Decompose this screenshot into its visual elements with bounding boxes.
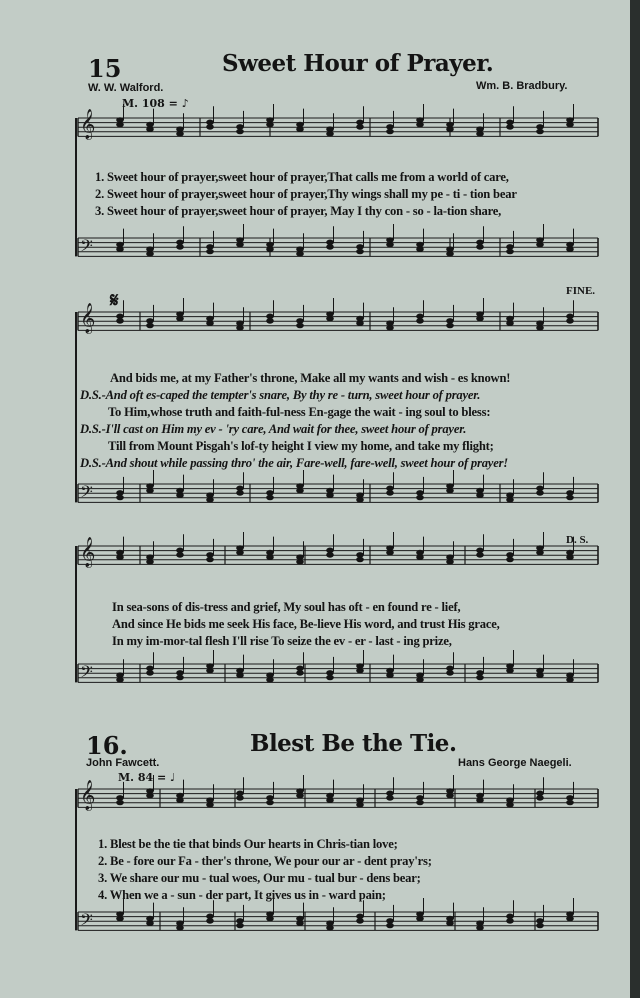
treble-note bbox=[236, 795, 244, 801]
hymn-16-lyricist: John Fawcett. bbox=[86, 757, 160, 769]
bass-note bbox=[356, 918, 364, 924]
treble-note bbox=[296, 559, 304, 565]
hymn-16-composer: Hans George Naegeli. bbox=[458, 757, 572, 769]
bass-note bbox=[386, 923, 394, 929]
bass-note bbox=[506, 249, 514, 255]
treble-note bbox=[476, 552, 484, 558]
hymn-16-number: 16. bbox=[86, 731, 128, 760]
treble-note bbox=[326, 797, 334, 803]
tempo-note-icon: ♪ bbox=[181, 97, 189, 110]
treble-clef-icon: 𝄞 bbox=[80, 109, 96, 140]
treble-note bbox=[386, 795, 394, 801]
treble-note bbox=[176, 797, 184, 803]
bass-note bbox=[566, 677, 574, 683]
treble-note bbox=[446, 126, 454, 132]
bass-note bbox=[266, 495, 274, 501]
treble-note bbox=[506, 320, 514, 326]
treble-note bbox=[416, 554, 424, 560]
hymn-16-line-4: 4. When we a - sun - der part, It gives us in - ward pain; bbox=[98, 888, 386, 902]
treble-note bbox=[296, 323, 304, 329]
bass-note bbox=[236, 242, 244, 248]
bass-note bbox=[386, 672, 394, 678]
hymn-15-s2-line-6: D.S.-And shout while passing thro' the air, Fare-well, fare-well, sweet hour of prayer! bbox=[80, 456, 508, 470]
treble-clef-icon: 𝄞 bbox=[80, 537, 96, 568]
treble-note bbox=[266, 122, 274, 128]
treble-note bbox=[386, 325, 394, 331]
fine-label: FINE. bbox=[566, 285, 596, 297]
treble-note bbox=[116, 122, 124, 128]
bass-note bbox=[356, 249, 364, 255]
bass-note bbox=[176, 492, 184, 498]
bass-note bbox=[536, 242, 544, 248]
bass-note bbox=[416, 916, 424, 922]
bass-note bbox=[206, 918, 214, 924]
bass-note bbox=[446, 251, 454, 257]
bass-note bbox=[146, 920, 154, 926]
hymn-15-number: 15 bbox=[88, 54, 122, 83]
treble-note bbox=[536, 550, 544, 556]
bass-note bbox=[506, 668, 514, 674]
treble-note bbox=[476, 316, 484, 322]
hymn-15-composer: Wm. B. Bradbury. bbox=[476, 80, 568, 92]
bass-note bbox=[266, 677, 274, 683]
bass-note bbox=[446, 920, 454, 926]
tempo-note-icon: ♩ bbox=[170, 771, 176, 784]
bass-note bbox=[146, 251, 154, 257]
treble-note bbox=[176, 552, 184, 558]
hymn-15-title: Sweet Hour of Prayer. bbox=[222, 50, 494, 77]
bass-note bbox=[326, 492, 334, 498]
bass-note bbox=[266, 246, 274, 252]
treble-note bbox=[326, 316, 334, 322]
bass-note bbox=[206, 668, 214, 674]
treble-note bbox=[356, 124, 364, 130]
treble-note bbox=[356, 557, 364, 563]
bass-note bbox=[176, 244, 184, 250]
treble-note bbox=[266, 800, 274, 806]
bass-note bbox=[116, 246, 124, 252]
bass-note bbox=[536, 490, 544, 496]
treble-note bbox=[506, 557, 514, 563]
hymn-15-tempo: M. 108 = ♪ bbox=[122, 97, 189, 110]
bass-note bbox=[506, 918, 514, 924]
bass-note bbox=[566, 246, 574, 252]
treble-note bbox=[446, 793, 454, 799]
treble-clef-icon: 𝄞 bbox=[80, 303, 96, 334]
bass-note bbox=[296, 251, 304, 257]
bass-note bbox=[296, 670, 304, 676]
bass-clef-icon: 𝄢 bbox=[80, 481, 93, 506]
book-spine-edge bbox=[630, 0, 640, 998]
treble-note bbox=[416, 800, 424, 806]
hymn-15-s3-line-2: And since He bids me seek His face, Be-lieve His word, and trust His grace, bbox=[112, 617, 500, 631]
hymn-16-line-1: 1. Blest be the tie that binds Our hearts in Chris-tian love; bbox=[98, 837, 398, 851]
treble-note bbox=[476, 797, 484, 803]
hymn-16-line-2: 2. Be - fore our Fa - ther's throne, We pour our ar - dent pray'rs; bbox=[98, 854, 432, 868]
treble-note bbox=[236, 129, 244, 135]
treble-note bbox=[206, 802, 214, 808]
treble-note bbox=[146, 323, 154, 329]
bass-note bbox=[326, 675, 334, 681]
hymn-15-s3-line-3: In my im-mor-tal flesh I'll rise To seize the ev - er - last - ing prize, bbox=[112, 634, 452, 648]
hymn-16-line-3: 3. We share our mu - tual woes, Our mu - tual bur - dens bear; bbox=[98, 871, 421, 885]
bass-note bbox=[236, 923, 244, 929]
hymn-15-s1-line-2: 2. Sweet hour of prayer,sweet hour of prayer,Thy wings shall my pe - ti - tion bear bbox=[95, 187, 517, 201]
hymn-15-s2-line-2: D.S.-And oft es-caped the tempter's snare, By thy re - turn, sweet hour of prayer. bbox=[80, 388, 481, 402]
bass-note bbox=[476, 492, 484, 498]
bass-note bbox=[416, 677, 424, 683]
treble-note bbox=[146, 126, 154, 132]
treble-note bbox=[446, 323, 454, 329]
bass-note bbox=[326, 925, 334, 931]
bass-note bbox=[566, 916, 574, 922]
bass-clef-icon: 𝄢 bbox=[80, 909, 93, 934]
treble-note bbox=[266, 318, 274, 324]
hymn-15-s2-line-1: And bids me, at my Father's throne, Make all my wants and wish - es known! bbox=[110, 371, 511, 385]
treble-note bbox=[206, 320, 214, 326]
bass-note bbox=[386, 490, 394, 496]
treble-note bbox=[566, 318, 574, 324]
treble-note bbox=[356, 320, 364, 326]
hymn-15-s2-line-4: D.S.-I'll cast on Him my ev - 'ry care, And wait for thee, sweet hour of prayer. bbox=[80, 422, 467, 436]
bass-note bbox=[146, 670, 154, 676]
treble-note bbox=[356, 802, 364, 808]
treble-note bbox=[116, 318, 124, 324]
bass-clef-icon: 𝄢 bbox=[80, 661, 93, 686]
bass-note bbox=[206, 249, 214, 255]
treble-clef-icon: 𝄞 bbox=[80, 780, 96, 811]
bass-note bbox=[446, 488, 454, 494]
treble-note bbox=[386, 550, 394, 556]
hymn-15-s1-line-3: 3. Sweet hour of prayer,sweet hour of prayer, May I thy con - so - la-tion share, bbox=[95, 204, 502, 218]
hymn-16-title: Blest Be the Tie. bbox=[250, 730, 457, 757]
bass-note bbox=[356, 497, 364, 503]
treble-note bbox=[296, 126, 304, 132]
hymn-16-tempo: M. 84 = ♩ bbox=[118, 771, 176, 784]
treble-note bbox=[506, 124, 514, 130]
bass-note bbox=[536, 923, 544, 929]
treble-note bbox=[236, 550, 244, 556]
hymn-15-s2-line-5: Till from Mount Pisgah's lof-ty height I view my home, and take my flight; bbox=[108, 439, 494, 453]
hymn-15-lyricist: W. W. Walford. bbox=[88, 82, 164, 94]
bass-note bbox=[566, 495, 574, 501]
bass-note bbox=[116, 495, 124, 501]
bass-note bbox=[506, 497, 514, 503]
treble-note bbox=[416, 122, 424, 128]
treble-note bbox=[326, 552, 334, 558]
treble-note bbox=[176, 316, 184, 322]
bass-note bbox=[236, 490, 244, 496]
hymn-15-s1-line-1: 1. Sweet hour of prayer,sweet hour of prayer,That calls me from a world of care, bbox=[95, 170, 509, 184]
treble-note bbox=[416, 318, 424, 324]
treble-note bbox=[446, 559, 454, 565]
treble-note bbox=[146, 559, 154, 565]
bass-note bbox=[206, 497, 214, 503]
bass-note bbox=[476, 244, 484, 250]
bass-note bbox=[416, 495, 424, 501]
bass-clef-icon: 𝄢 bbox=[80, 235, 93, 260]
bass-note bbox=[296, 488, 304, 494]
treble-note bbox=[506, 802, 514, 808]
hymn-15-s2-line-3: To Him,whose truth and faith-ful-ness En-gage the wait - ing soul to bless: bbox=[108, 405, 491, 419]
bass-note bbox=[176, 925, 184, 931]
treble-note bbox=[536, 325, 544, 331]
bass-note bbox=[536, 672, 544, 678]
bass-note bbox=[116, 916, 124, 922]
treble-note bbox=[296, 793, 304, 799]
hymn-15-s3-line-1: In sea-sons of dis-tress and grief, My soul has oft - en found re - lief, bbox=[112, 600, 461, 614]
treble-note bbox=[176, 131, 184, 137]
treble-note bbox=[386, 129, 394, 135]
bass-note bbox=[236, 672, 244, 678]
bass-note bbox=[476, 925, 484, 931]
bass-note bbox=[446, 670, 454, 676]
treble-note bbox=[536, 129, 544, 135]
treble-note bbox=[566, 800, 574, 806]
bass-note bbox=[296, 920, 304, 926]
bass-note bbox=[146, 488, 154, 494]
treble-note bbox=[116, 800, 124, 806]
segno-sign: 𝄋 bbox=[110, 290, 119, 312]
treble-note bbox=[476, 131, 484, 137]
bass-note bbox=[266, 916, 274, 922]
treble-note bbox=[326, 131, 334, 137]
treble-note bbox=[116, 554, 124, 560]
treble-note bbox=[146, 793, 154, 799]
ds-label: D. S. bbox=[566, 534, 589, 546]
treble-note bbox=[536, 795, 544, 801]
treble-note bbox=[266, 554, 274, 560]
bass-note bbox=[176, 675, 184, 681]
bass-note bbox=[326, 244, 334, 250]
bass-note bbox=[476, 675, 484, 681]
bass-note bbox=[416, 246, 424, 252]
bass-note bbox=[116, 677, 124, 683]
treble-note bbox=[206, 557, 214, 563]
treble-note bbox=[566, 122, 574, 128]
treble-note bbox=[566, 554, 574, 560]
bass-note bbox=[386, 242, 394, 248]
treble-note bbox=[206, 124, 214, 130]
treble-note bbox=[236, 325, 244, 331]
bass-note bbox=[356, 668, 364, 674]
